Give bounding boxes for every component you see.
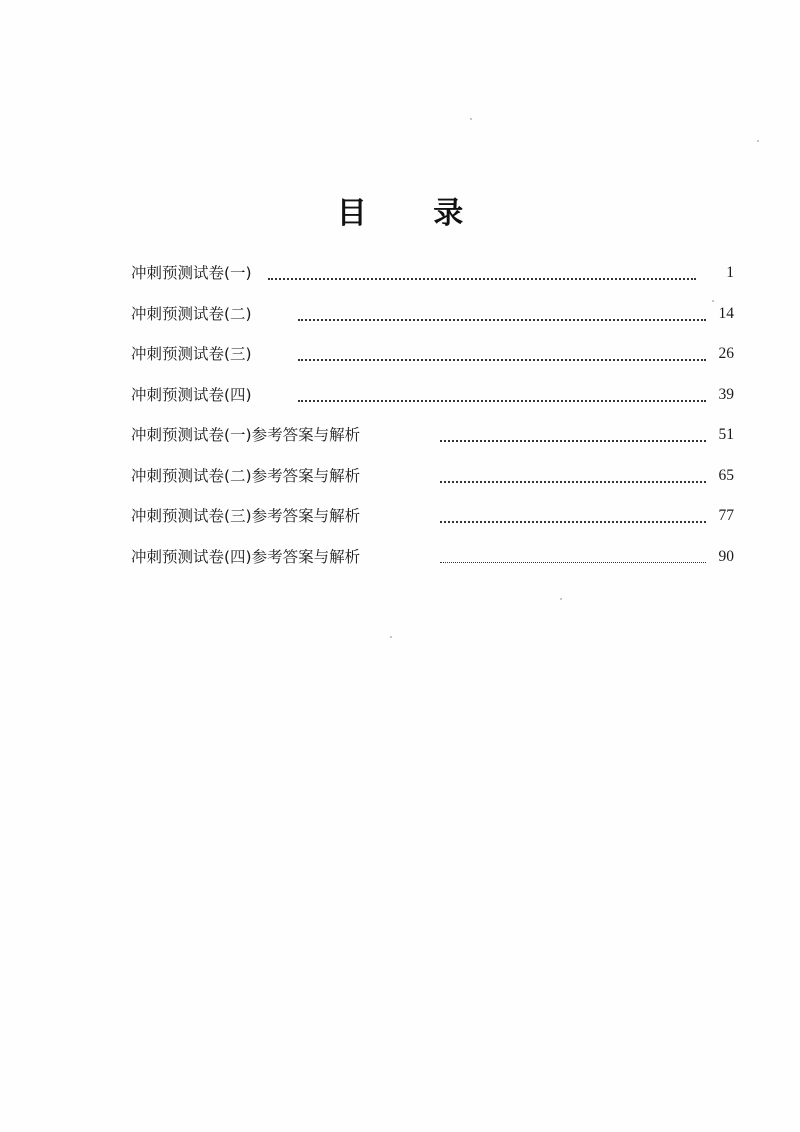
dot-leader	[298, 317, 706, 321]
dot-leader	[298, 398, 706, 402]
toc-entry-page: 26	[718, 345, 734, 362]
dot-leader	[298, 357, 706, 361]
toc-entry-page: 90	[718, 547, 734, 565]
scan-speck	[560, 598, 562, 600]
scan-speck	[757, 140, 759, 142]
toc-entry[interactable]	[0, 501, 800, 542]
toc-title: 目 录	[336, 196, 492, 232]
toc-entry-label: 冲刺预测试卷(三)参考答案与解析	[131, 507, 361, 525]
toc-entry[interactable]	[0, 339, 800, 380]
scan-speck	[470, 118, 472, 120]
toc-entry[interactable]	[0, 258, 800, 299]
dot-leader	[440, 560, 706, 563]
toc-entry[interactable]	[0, 299, 800, 340]
toc-entry-page: 77	[718, 507, 734, 524]
scan-speck	[390, 636, 392, 638]
dot-leader	[440, 519, 706, 523]
toc-entry-label: 冲刺预测试卷(三)	[131, 345, 252, 363]
toc-entry[interactable]	[0, 542, 800, 583]
toc-list	[0, 258, 800, 582]
toc-entry-label: 冲刺预测试卷(四)	[131, 385, 252, 404]
toc-entry[interactable]	[0, 380, 800, 421]
dot-leader	[440, 479, 706, 483]
toc-entry-page: 51	[718, 426, 734, 443]
toc-entry-page: 65	[718, 466, 734, 484]
toc-entry[interactable]	[0, 420, 800, 461]
dot-leader	[440, 438, 706, 442]
toc-entry-label: 冲刺预测试卷(一)参考答案与解析	[131, 426, 361, 444]
toc-entry[interactable]	[0, 461, 800, 502]
toc-entry-label: 冲刺预测试卷(二)参考答案与解析	[131, 466, 361, 485]
toc-entry-page: 14	[718, 304, 734, 322]
toc-entry-page: 1	[726, 264, 734, 281]
toc-entry-label: 冲刺预测试卷(四)参考答案与解析	[131, 547, 361, 566]
toc-entry-label: 冲刺预测试卷(一)	[131, 264, 252, 282]
dot-leader	[268, 276, 696, 280]
toc-entry-label: 冲刺预测试卷(二)	[131, 304, 252, 323]
toc-entry-page: 39	[718, 385, 734, 403]
